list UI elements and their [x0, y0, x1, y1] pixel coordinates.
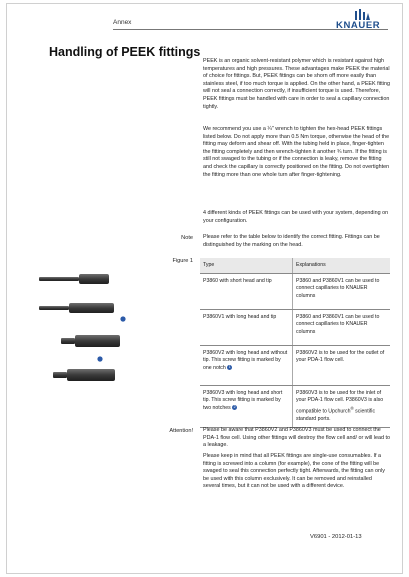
fitting-p3860v3-icon	[53, 356, 115, 381]
knauer-logo	[336, 9, 388, 31]
kinds-paragraph: 4 different kinds of PEEK fittings can be used with your system, depending on your configuration.	[203, 210, 389, 224]
table-row	[200, 310, 390, 346]
table-row	[200, 386, 390, 428]
logo-mark-icon	[354, 9, 370, 20]
col-header-type: Type	[200, 258, 293, 274]
single-use-paragraph: Please keep in mind that all PEEK fittings are single-use consumables. If a fitting is screwed into a column (for example), the cone of the fitting will be swaged to seal this connection perfectly tight. Afterwards, the fitting can only be used with this column exclusively. It can be removed and reinstalled several times, but it can not be used with a different device.	[203, 453, 385, 490]
document-footer: V6901 - 2012-01-13	[310, 534, 362, 540]
fittings-illustration	[39, 268, 129, 408]
notch-marker-icon	[97, 356, 102, 361]
type-cell: P3860 with short head and tip	[200, 274, 293, 310]
fittings-table	[200, 258, 390, 428]
fitting-p3860v1-icon	[39, 303, 114, 313]
brand-name: KNAUER	[336, 20, 381, 31]
page-title: Handling of PEEK fittings	[49, 45, 201, 59]
table-row	[200, 274, 390, 310]
col-header-explanations: Explanations	[293, 258, 391, 274]
notch-badge-icon: 2	[233, 404, 236, 409]
explanation-cell: P3860V2 is to be used for the outlet of your PDA-1 flow cell.	[293, 346, 391, 386]
recommend-paragraph: We recommend you use a ¼" wrench to tighten the hex-head PEEK fittings listed below. Do not apply more than 0.5 Nm torque, otherwise the head of the fitting may deform and shear off. With the tubing held in place, finger-tighten the fitting completely and then wrench-tighten it another ¾ turn. If the fitting is still not swaged to the tubing or if the connection is leaky, remove the fitting and check the capillary is correctly positioned on the fitting. Do not overtighten the fitting more than one whole turn after finger-tightening.	[203, 126, 390, 178]
figure-label: Figure 1	[172, 258, 193, 264]
fitting-p3860v2-icon	[61, 316, 126, 347]
note-paragraph: Please refer to the table below to identify the correct fitting. Fittings can be distinguished by the marking on the head.	[203, 234, 380, 248]
type-cell: P3860V2 with long head and without tip. This screw fitting is marked by one notch 1	[200, 346, 293, 386]
attention-paragraph: Please be aware that P3860V2 and P3860V3 must be used to connect the PDA-1 flow cell. Using other fittings will destroy the flow cell and/ or will lead to a leakage.	[203, 427, 390, 449]
type-cell: P3860V3 with long head and short tip. This screw fitting is marked by two notches 2	[200, 386, 293, 428]
explanation-cell: P3860 and P3860V1 can be used to connect capillaries to KNAUER columns	[293, 310, 391, 346]
section-label: Annex	[113, 19, 132, 26]
explanation-cell: P3860 and P3860V1 can be used to connect capillaries to KNAUER columns	[293, 274, 391, 310]
intro-paragraph: PEEK is an organic solvent-resistant polymer which is resistant against high temperatures and high pressures. These advantages make PEEK the material of choice for fittings. But, PEEK fittings can be shorn off more easily than stainless steel, if too much torque is applied. On the other hand, a PEEK fitting will not seal a connection correctly, if insufficient torque is used. Therefore, PEEK fittings must be handled with care in order to seal a capillary connection tightly.	[203, 58, 390, 110]
note-label: Note	[181, 235, 193, 241]
notch-marker-icon	[120, 316, 125, 321]
table-row	[200, 346, 390, 386]
type-cell: P3860V1 with long head and tip	[200, 310, 293, 346]
attention-label: Attention!	[169, 428, 193, 434]
explanation-cell: P3860V3 is to be used for the inlet of your PDA-1 flow cell. P3860V3 is also compatible to Upchurch® scientific standard ports.	[293, 386, 391, 428]
fitting-p3860-icon	[39, 274, 109, 284]
notch-badge-icon: 1	[228, 364, 231, 369]
